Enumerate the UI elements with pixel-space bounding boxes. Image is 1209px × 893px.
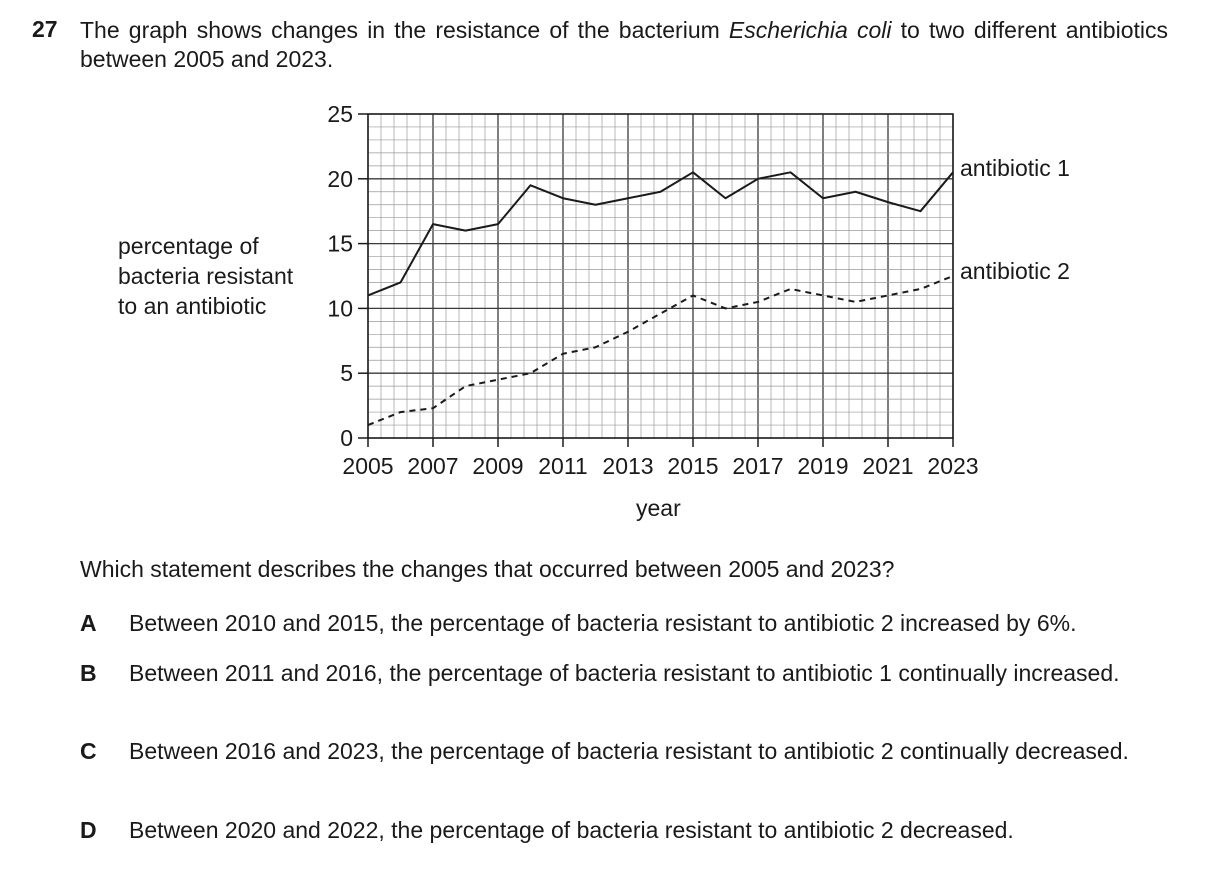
x-tick-label: 2017 xyxy=(732,453,784,479)
option-letter: A xyxy=(80,610,97,636)
y-axis-label-line: percentage of xyxy=(118,233,259,259)
question-prompt: Which statement describes the changes that occurred between 2005 and 2023? xyxy=(80,556,895,582)
y-tick-label: 15 xyxy=(327,230,353,257)
series-line-1 xyxy=(368,172,953,295)
y-tick-label: 0 xyxy=(340,425,353,451)
x-tick-label: 2013 xyxy=(602,453,654,479)
stem-text-1: The graph shows changes in the resistance of the bacterium xyxy=(80,17,729,43)
option-text: Between 2010 and 2015, the percentage of bacteria resistant to antibiotic 2 increased by 6%. xyxy=(129,610,1077,636)
x-tick-label: 2007 xyxy=(407,453,459,479)
x-tick-label: 2015 xyxy=(667,453,719,479)
y-tick-label: 20 xyxy=(327,165,353,192)
x-tick-label: 2021 xyxy=(862,453,914,479)
plot-border xyxy=(368,114,953,438)
option-a[interactable] xyxy=(80,609,1170,638)
series-label-1: antibiotic 1 xyxy=(960,155,1070,181)
series-label-2: antibiotic 2 xyxy=(960,258,1070,284)
option-text: Between 2020 and 2022, the percentage of bacteria resistant to antibiotic 2 decreased. xyxy=(129,817,1014,843)
option-d[interactable] xyxy=(80,816,1170,845)
question-number: 27 xyxy=(32,16,58,42)
option-letter: C xyxy=(80,738,97,764)
x-tick-label: 2005 xyxy=(342,453,394,479)
x-axis-title: year xyxy=(636,495,681,521)
stem-text-2: to two different antibiotics between 2005 and 2023. xyxy=(80,17,1168,72)
option-letter: D xyxy=(80,817,97,843)
option-c[interactable] xyxy=(80,737,1170,766)
x-tick-label: 2019 xyxy=(797,453,849,479)
x-tick-label: 2023 xyxy=(927,453,979,479)
option-b[interactable] xyxy=(80,659,1170,688)
option-text: Between 2016 and 2023, the percentage of bacteria resistant to antibiotic 2 continually decreased. xyxy=(129,738,1129,764)
species-name: Escherichia coli xyxy=(728,17,892,43)
y-axis-label-line: bacteria resistant xyxy=(118,263,294,289)
y-axis-label-line: to an antibiotic xyxy=(118,293,267,319)
series-line-2 xyxy=(368,276,953,425)
option-text: Between 2011 and 2016, the percentage of bacteria resistant to antibiotic 1 continually increased. xyxy=(129,660,1120,686)
y-tick-label: 25 xyxy=(327,101,353,127)
x-tick-label: 2009 xyxy=(472,453,524,479)
option-letter: B xyxy=(80,660,97,686)
y-tick-label: 5 xyxy=(340,360,353,387)
y-tick-label: 10 xyxy=(327,295,353,322)
x-tick-label: 2011 xyxy=(538,453,588,479)
